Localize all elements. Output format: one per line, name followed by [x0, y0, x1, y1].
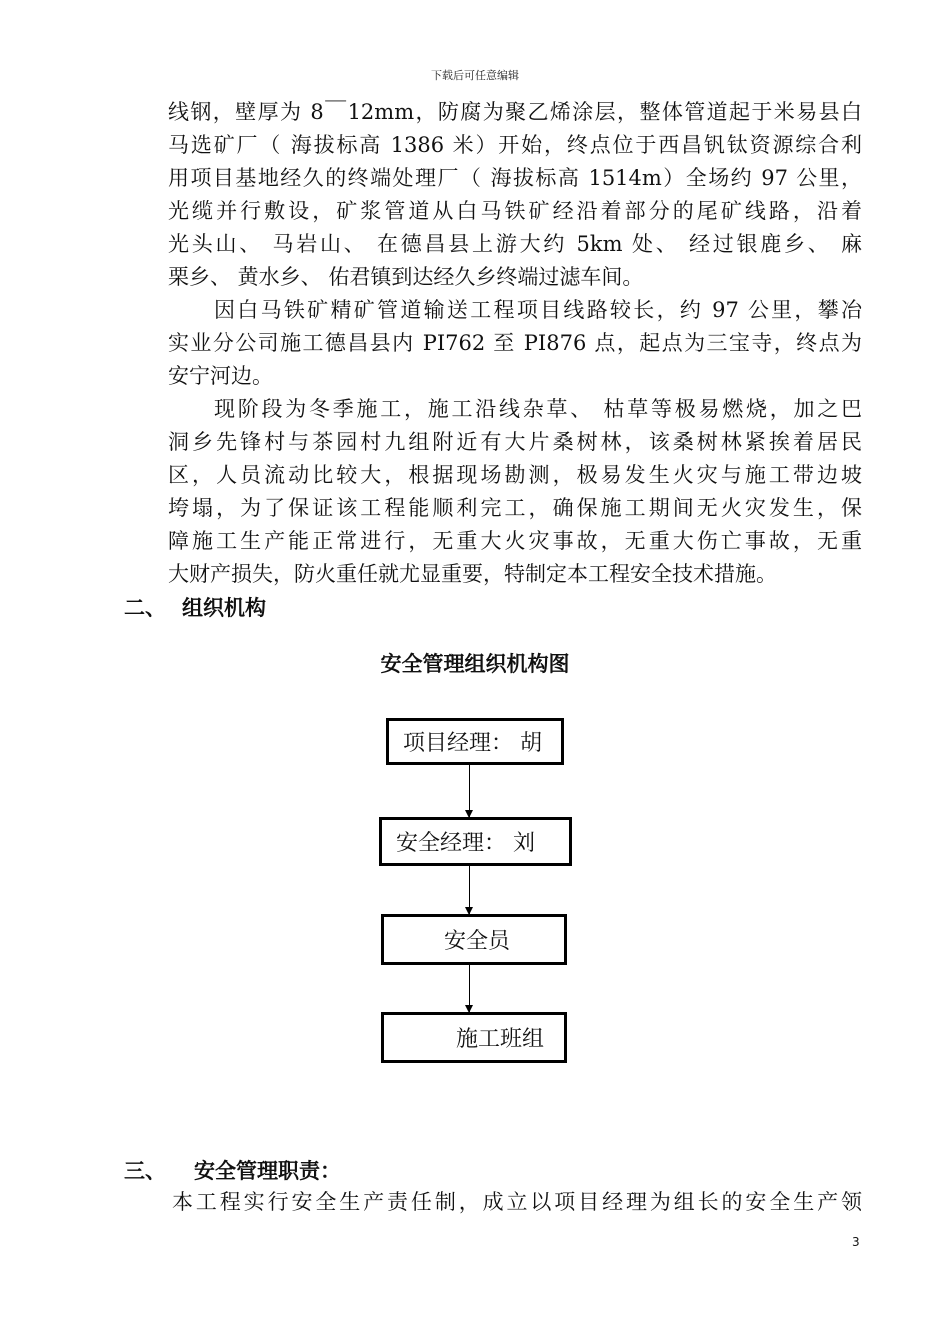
text-line: 用项目基地经久的终端处理厂（ 海拔标高 1514m）全场约 97 公里， — [168, 166, 862, 190]
text-line: 马选矿厂（ 海拔标高 1386 米）开始，终点位于西昌钒钛资源综合利 — [168, 133, 862, 157]
paragraph-pipeline-route — [168, 96, 862, 294]
org-box-label: 项目经理： 胡 — [403, 731, 542, 756]
section-number: 二、 — [124, 596, 166, 620]
section-title: 组织机构 — [182, 596, 266, 620]
section-title: 安全管理职责： — [194, 1159, 341, 1183]
text-line: 大财产损失，防火重任就尤显重要，特制定本工程安全技术措施。 — [168, 562, 777, 586]
paragraph-responsibility-system — [172, 1186, 862, 1219]
text-line: 安宁河边。 — [168, 364, 273, 388]
section-heading-responsibilities — [124, 1155, 341, 1185]
text-line: 因白马铁矿精矿管道输送工程项目线路较长，约 97 公里，攀冶 — [214, 298, 862, 322]
text-line: 洞乡先锋村与茶园村九组附近有大片桑树林，该桑树林紧挨着居民 — [168, 430, 862, 454]
org-box-label: 安全员 — [444, 929, 511, 954]
paragraph-fire-risk — [168, 393, 862, 591]
org-arrow — [469, 965, 470, 1012]
text-line: 光头山、 马岩山、 在德昌县上游大约 5km 处、 经过银鹿乡、 麻 — [168, 232, 862, 256]
text-line: 线钢，壁厚为 8￣12mm，防腐为聚乙烯涂层，整体管道起于米易县白 — [168, 100, 862, 124]
org-box-label: 安全经理： 刘 — [396, 831, 535, 856]
text-line: 区，人员流动比较大，根据现场勘测，极易发生火灾与施工带边坡 — [168, 463, 862, 487]
page-header: 下载后可任意编辑 — [431, 69, 519, 82]
org-box-safety-officer — [381, 914, 567, 965]
org-box-safety-manager — [379, 817, 572, 866]
org-box-project-manager — [386, 718, 564, 765]
paragraph-project-scope — [168, 294, 862, 393]
text-line: 栗乡、 黄水乡、 佑君镇到达经久乡终端过滤车间。 — [168, 265, 644, 289]
text-line: 本工程实行安全生产责任制，成立以项目经理为组长的安全生产领 — [172, 1190, 862, 1214]
section-heading-organization — [124, 592, 266, 622]
section-number: 三、 — [124, 1159, 166, 1183]
text-line: 现阶段为冬季施工，施工沿线杂草、 枯草等极易燃烧，加之巴 — [214, 397, 862, 421]
text-line: 障施工生产能正常进行，无重大火灾事故，无重大伤亡事故，无重 — [168, 529, 862, 553]
text-line: 实业分公司施工德昌县内 PI762 至 PI876 点，起点为三宝寺，终点为 — [168, 331, 862, 355]
text-line: 光缆并行敷设，矿浆管道从白马铁矿经沿着部分的尾矿线路，沿着 — [168, 199, 862, 223]
page-number: 3 — [852, 1235, 860, 1249]
org-box-label: 施工班组 — [456, 1027, 545, 1052]
org-arrow — [469, 765, 470, 817]
text-line: 垮塌，为了保证该工程能顺利完工，确保施工期间无火灾发生，保 — [168, 496, 862, 520]
org-chart-title: 安全管理组织机构图 — [380, 652, 570, 676]
org-arrow — [469, 866, 470, 914]
org-box-construction-team — [381, 1012, 567, 1063]
